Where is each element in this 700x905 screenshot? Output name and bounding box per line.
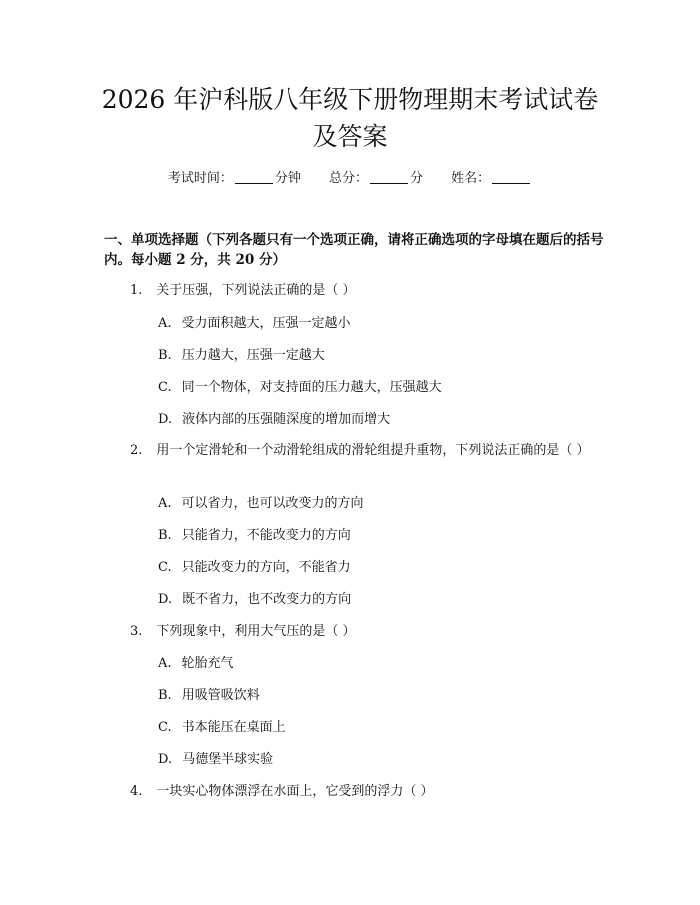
option-text: 液体内部的压强随深度的增加而增大	[182, 412, 391, 427]
name-label: 姓名：	[451, 171, 491, 186]
name-blank	[492, 183, 530, 184]
option-letter: D.	[158, 592, 173, 607]
answer-option	[158, 346, 325, 366]
option-letter: D.	[158, 752, 173, 767]
option-text: 用吸管吸饮料	[181, 688, 260, 703]
answer-option	[158, 378, 442, 398]
answer-option	[158, 558, 351, 578]
option-text: 可以省力，也可以改变力的方向	[181, 496, 364, 511]
answer-option	[158, 750, 273, 770]
section-heading: 一、单项选择题（下列各题只有一个选项正确，请将正确选项的字母填在题后的括号内。每小题 2 分，共 20 分）	[104, 232, 604, 268]
exam-info-row	[0, 170, 700, 188]
option-letter: B.	[158, 528, 172, 543]
option-letter: D.	[158, 412, 173, 427]
name-field	[451, 171, 532, 186]
exam-title: 2026 年沪科版八年级下册物理期末考试试卷	[101, 85, 599, 114]
exam-title-continued: 及答案	[312, 122, 388, 151]
question-stem	[104, 441, 594, 461]
option-letter: A.	[158, 656, 172, 671]
total-score-field	[329, 171, 423, 186]
option-letter: B.	[158, 348, 172, 363]
exam-time-unit: 分钟	[274, 171, 301, 186]
option-text: 只能省力，不能改变力的方向	[181, 528, 351, 543]
question-text: 用一个定滑轮和一个动滑轮组成的滑轮组提升重物，下列说法正确的是（ ）	[156, 443, 590, 458]
option-letter: A.	[158, 316, 172, 331]
question-stem	[104, 281, 594, 301]
option-text: 轮胎充气	[181, 656, 234, 671]
total-score-label: 总分：	[328, 171, 368, 186]
answer-option	[158, 494, 364, 514]
option-text: 马德堡半球实验	[182, 752, 274, 767]
option-text: 书本能压在桌面上	[181, 720, 286, 735]
answer-option	[158, 654, 234, 674]
answer-option	[158, 686, 260, 706]
question-number: 2.	[130, 443, 143, 458]
answer-option	[158, 526, 351, 546]
exam-time-field	[168, 171, 301, 186]
option-text: 压力越大，压强一定越大	[181, 348, 325, 363]
exam-time-blank	[235, 183, 273, 184]
option-text: 同一个物体，对支持面的压力越大，压强越大	[181, 380, 442, 395]
option-text: 既不省力，也不改变力的方向	[182, 592, 352, 607]
question-text: 下列现象中，利用大气压的是（ ）	[156, 624, 356, 639]
answer-option	[158, 314, 351, 334]
option-text: 受力面积越大，压强一定越小	[181, 316, 351, 331]
option-text: 只能改变力的方向，不能省力	[181, 560, 351, 575]
total-score-unit: 分	[410, 171, 424, 186]
question-stem	[104, 622, 594, 642]
option-letter: B.	[158, 688, 172, 703]
option-letter: C.	[158, 560, 172, 575]
answer-option	[158, 590, 351, 610]
question-text: 关于压强，下列说法正确的是（ ）	[156, 283, 356, 298]
question-number: 4.	[130, 784, 143, 799]
total-score-blank	[370, 183, 408, 184]
question-stem	[104, 782, 594, 802]
exam-time-label: 考试时间：	[167, 171, 233, 186]
question-number: 1.	[130, 283, 143, 298]
question-text: 一块实心物体漂浮在水面上，它受到的浮力（ ）	[156, 784, 434, 799]
option-letter: C.	[158, 720, 172, 735]
answer-option	[158, 410, 390, 430]
question-number: 3.	[130, 624, 143, 639]
answer-option	[158, 718, 286, 738]
option-letter: C.	[158, 380, 172, 395]
option-letter: A.	[158, 496, 172, 511]
